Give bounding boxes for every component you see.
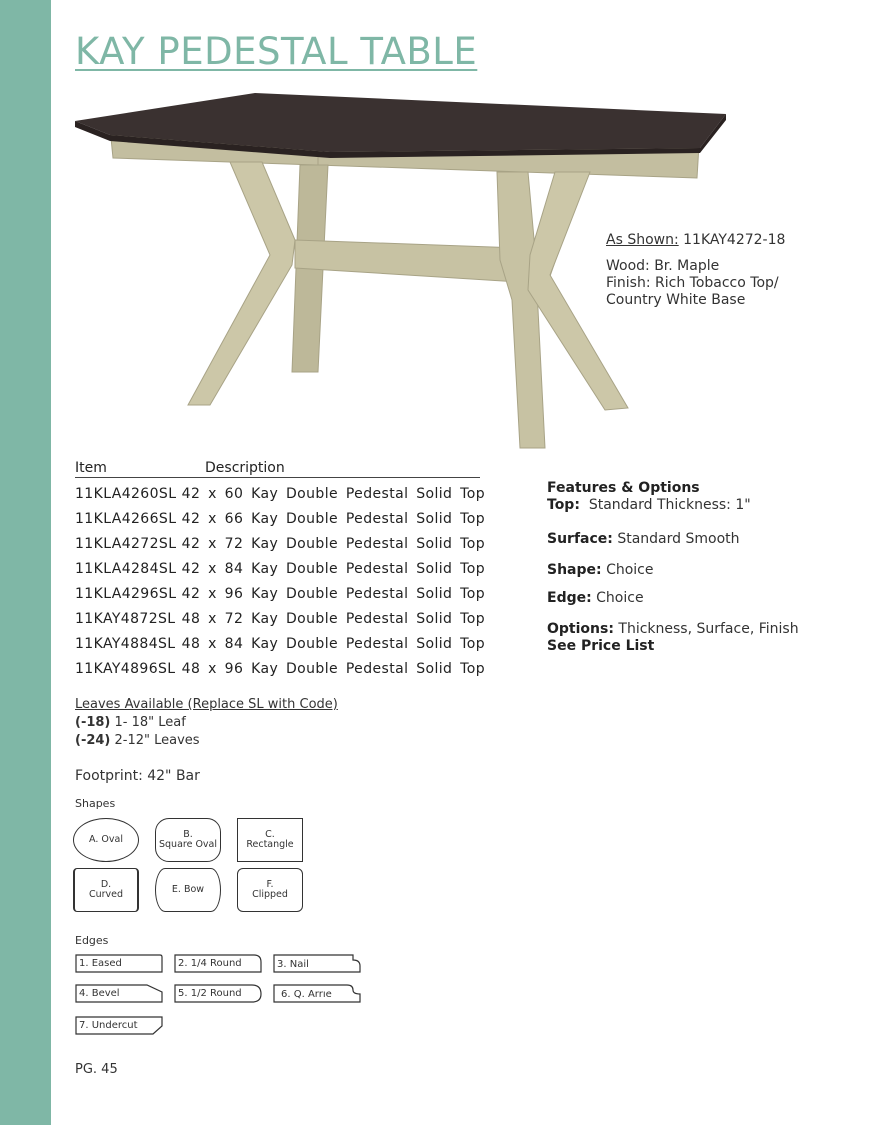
- shape-letter: B.: [183, 829, 193, 840]
- table-row: [75, 657, 485, 682]
- item-code: 11KLA4296SL: [75, 586, 177, 602]
- item-description: 42 x 60 Kay Double Pedestal Solid Top: [181, 486, 485, 502]
- price-list-note: See Price List: [547, 638, 655, 654]
- shape-curved: [73, 868, 139, 912]
- table-row: [75, 507, 485, 532]
- options-value: Thickness, Surface, Finish: [618, 621, 799, 637]
- leaf-text: 2-12" Leaves: [114, 733, 200, 748]
- features-options: [547, 480, 799, 655]
- surface-label: Surface:: [547, 531, 613, 547]
- edge-label: 6. Q. Arrıe: [281, 989, 332, 1000]
- footprint: Footprint: 42" Bar: [75, 768, 200, 784]
- edge-half-round: [174, 984, 262, 1003]
- shape-name: Curved: [88, 889, 124, 900]
- edge-eased: [75, 954, 163, 973]
- edges-label: Edges: [75, 934, 109, 947]
- table-row: [75, 582, 485, 607]
- table-row: [75, 532, 485, 557]
- leaves-available: [75, 696, 338, 750]
- surface-value: Standard Smooth: [617, 531, 740, 547]
- shape-square-oval: [155, 818, 221, 862]
- shape-letter: C.: [265, 829, 275, 840]
- features-heading: Features & Options: [547, 480, 700, 496]
- as-shown-label: As Shown:: [606, 232, 679, 248]
- item-description: 42 x 96 Kay Double Pedestal Solid Top: [181, 586, 485, 602]
- edge-label: 4. Bevel: [79, 988, 120, 999]
- top-value: Standard Thickness: 1": [588, 497, 751, 513]
- finish-info-line1: Finish: Rich Tobacco Top/: [606, 275, 779, 291]
- item-code: 11KAY4896SL: [75, 661, 176, 677]
- shape-rectangle: [237, 818, 303, 862]
- edge-label: 2. 1/4 Round: [178, 958, 242, 969]
- item-description: 42 x 84 Kay Double Pedestal Solid Top: [181, 561, 485, 577]
- page-number: PG. 45: [75, 1062, 118, 1077]
- options-label: Options:: [547, 621, 614, 637]
- shape-oval: [73, 818, 139, 862]
- edge-nail: [273, 954, 361, 973]
- shape-letter: D.: [100, 879, 112, 890]
- leaf-code: (-24): [75, 733, 111, 748]
- edge-label: 3. Nail: [277, 959, 309, 970]
- shape-name: Square Oval: [158, 839, 218, 850]
- edge-quarter-round: [174, 954, 262, 973]
- item-code: 11KLA4266SL: [75, 511, 177, 527]
- edge-bevel: [75, 984, 163, 1003]
- item-description: 48 x 84 Kay Double Pedestal Solid Top: [181, 636, 485, 652]
- shape-name: A. Oval: [89, 834, 123, 845]
- shape-name: E. Bow: [171, 884, 205, 895]
- shape-clipped: [237, 868, 303, 912]
- as-shown-code: 11KAY4272-18: [683, 232, 786, 248]
- edge-label: 1. Eased: [79, 958, 122, 969]
- edge-value: Choice: [596, 590, 644, 606]
- finish-info-line2: Country White Base: [606, 292, 746, 308]
- shapes-label: Shapes: [75, 797, 116, 810]
- items-table: [75, 460, 485, 682]
- shape-letter: F.: [266, 879, 274, 890]
- item-code: 11KAY4872SL: [75, 611, 176, 627]
- edge-label: 7. Undercut: [79, 1020, 138, 1031]
- page-title: KAY PEDESTAL TABLE: [75, 30, 478, 73]
- shape-name: Rectangle: [246, 839, 294, 850]
- leaves-heading: Leaves Available (Replace SL with Code): [75, 697, 338, 712]
- leaf-text: 1- 18" Leaf: [114, 715, 186, 730]
- edge-label: Edge:: [547, 590, 592, 606]
- edge-ogee: [273, 984, 361, 1003]
- table-row: [75, 482, 485, 507]
- accent-sidebar-bar: [0, 0, 51, 1125]
- shape-label: Shape:: [547, 562, 602, 578]
- item-description: 48 x 72 Kay Double Pedestal Solid Top: [181, 611, 485, 627]
- item-code: 11KLA4272SL: [75, 536, 177, 552]
- table-row: [75, 557, 485, 582]
- item-code: 11KAY4884SL: [75, 636, 176, 652]
- description-column-header: Description: [205, 460, 285, 476]
- item-code: 11KLA4260SL: [75, 486, 177, 502]
- top-label: Top:: [547, 497, 580, 513]
- item-description: 48 x 96 Kay Double Pedestal Solid Top: [181, 661, 485, 677]
- shape-value: Choice: [606, 562, 654, 578]
- leaf-code: (-18): [75, 715, 111, 730]
- edge-label: 5. 1/2 Round: [178, 988, 242, 999]
- item-code: 11KLA4284SL: [75, 561, 177, 577]
- shape-bow: [155, 868, 221, 912]
- edge-undercut: [75, 1016, 163, 1035]
- item-column-header: Item: [75, 460, 107, 476]
- table-row: [75, 632, 485, 657]
- item-description: 42 x 72 Kay Double Pedestal Solid Top: [181, 536, 485, 552]
- as-shown-info: [606, 232, 785, 309]
- item-description: 42 x 66 Kay Double Pedestal Solid Top: [181, 511, 485, 527]
- table-row: [75, 607, 485, 632]
- items-table-header: [75, 460, 480, 478]
- wood-info: Wood: Br. Maple: [606, 258, 720, 274]
- shape-name: Clipped: [252, 889, 288, 900]
